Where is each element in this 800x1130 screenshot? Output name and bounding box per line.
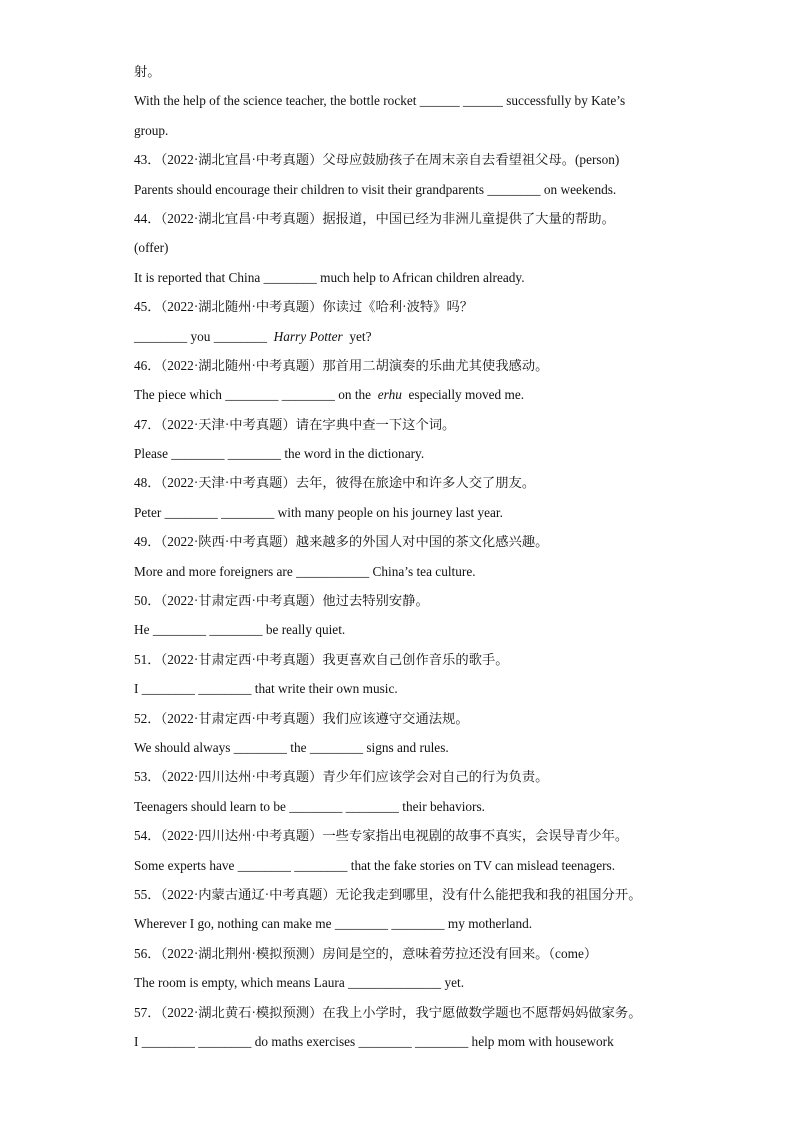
question-57: 57．（2022·湖北黄石·模拟预测）在我上小学时，我宁愿做数学题也不愿帮妈妈做家务。: [134, 1004, 642, 1020]
text-line: Some experts have ________ ________ that the fake stories on TV can mislead teenagers.: [134, 857, 616, 873]
question-44: 44．（2022·湖北宜昌·中考真题）据报道，中国已经为非洲儿童提供了大量的帮助。: [134, 210, 615, 226]
text-line: More and more foreigners are ___________ China’s tea culture.: [134, 563, 476, 579]
text-line: I ________ ________ that write their own music.: [134, 681, 398, 697]
line-part: ________ you ________: [134, 328, 274, 344]
question-51: 51．（2022·甘肃定西·中考真题）我更喜欢自己创作音乐的歌手。: [134, 651, 509, 667]
text-line: The room is empty, which means Laura ______________ yet.: [134, 975, 465, 991]
question-43: 43．（2022·湖北宜昌·中考真题）父母应鼓励孩子在周末亲自去看望祖父母。(person): [134, 152, 620, 168]
question-54: 54．（2022·四川达州·中考真题）一些专家指出电视剧的故事不真实，会误导青少年。: [134, 828, 629, 844]
text-line: 射。: [134, 64, 161, 79]
question-48: 48．（2022·天津·中考真题）去年，彼得在旅途中和许多人交了朋友。: [134, 475, 536, 491]
text-line: I ________ ________ do maths exercises ________ ________ help mom with housework: [134, 1033, 614, 1049]
line-part: The piece which ________ ________ on the: [134, 387, 378, 403]
question-55: 55．（2022·内蒙古通辽·中考真题）无论我走到哪里，没有什么能把我和我的祖国分开。: [134, 886, 642, 902]
line-part: especially moved me.: [401, 387, 525, 403]
question-46: 46．（2022·湖北随州·中考真题）那首用二胡演奏的乐曲尤其使我感动。: [134, 357, 549, 373]
book-title: Harry Potter: [273, 328, 343, 344]
text-line: Wherever I go, nothing can make me ________ ________ my motherland.: [134, 916, 533, 932]
question-52: 52．（2022·甘肃定西·中考真题）我们应该遵守交通法规。: [134, 710, 469, 726]
question-45: 45．（2022·湖北随州·中考真题）你读过《哈利·波特》吗？: [134, 299, 474, 315]
question-47: 47．（2022·天津·中考真题）请在字典中查一下这个词。: [134, 416, 456, 432]
text-line: [134, 380, 674, 409]
text-line: Parents should encourage their children to visit their grandparents ________ on weekends.: [134, 181, 617, 197]
text-line: With the help of the science teacher, the bottle rocket ______ ______ successfully by Kate’s: [134, 93, 626, 109]
text-line: It is reported that China ________ much help to African children already.: [134, 269, 525, 285]
text-line: Please ________ ________ the word in the dictionary.: [134, 446, 425, 462]
question-49: 49．（2022·陕西·中考真题）越来越多的外国人对中国的茶文化感兴趣。: [134, 534, 549, 550]
text-line: [134, 322, 674, 351]
text-line: He ________ ________ be really quiet.: [134, 622, 346, 638]
text-line: Teenagers should learn to be ________ ________ their behaviors.: [134, 798, 485, 814]
text-line: group.: [134, 122, 169, 138]
document-page: [134, 57, 674, 1056]
question-50: 50．（2022·甘肃定西·中考真题）他过去特别安静。: [134, 593, 429, 609]
question-53: 53．（2022·四川达州·中考真题）青少年们应该学会对自己的行为负责。: [134, 769, 549, 785]
text-line: (offer): [134, 240, 169, 256]
text-line: We should always ________ the ________ signs and rules.: [134, 739, 449, 755]
question-56: 56．（2022·湖北荆州·模拟预测）房间是空的，意味着劳拉还没有回来。（come）: [134, 945, 598, 961]
text-line: Peter ________ ________ with many people on his journey last year.: [134, 504, 503, 520]
instrument-name: erhu: [377, 387, 402, 403]
line-part: yet?: [342, 328, 372, 344]
